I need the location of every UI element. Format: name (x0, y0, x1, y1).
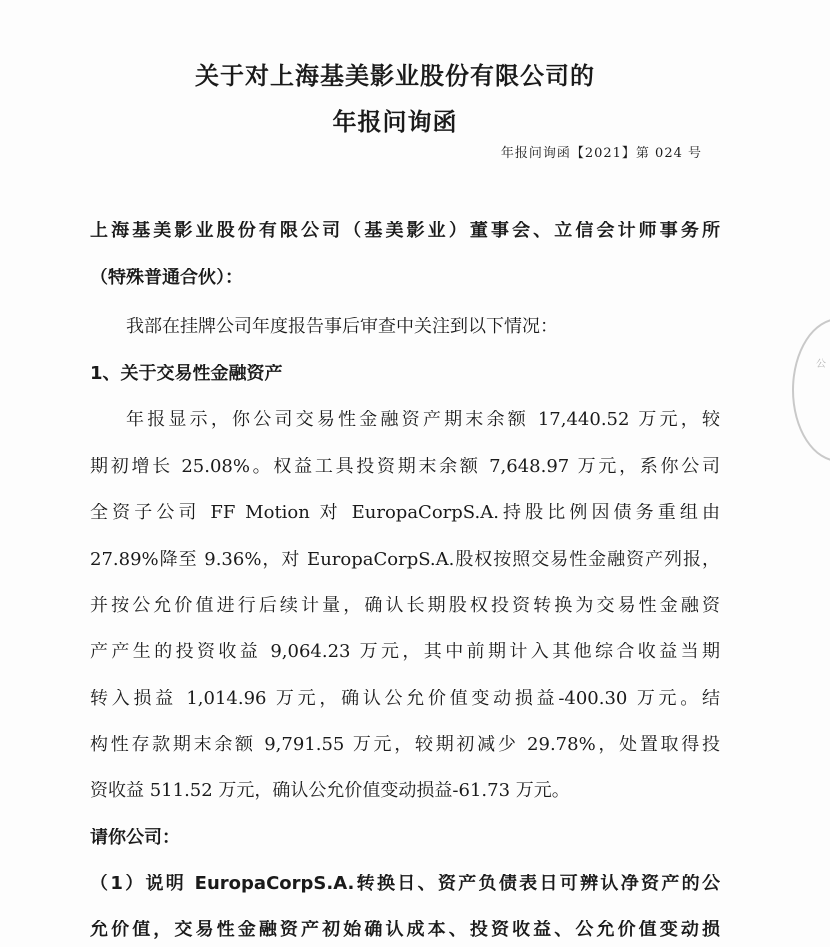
body-line: 资收益 511.52 万元，确认公允价值变动损益-61.73 万元。 (90, 781, 570, 801)
request-line: （1）说明 EuropaCorpS.A.转换日、资产负债表日可辨认净资产的公 (90, 874, 720, 894)
addressee-line2: （特殊普通合伙）： (90, 268, 243, 288)
document-number: 年报问询函【2021】第 024 号 (500, 146, 702, 161)
body-line: 期初增长 25.08%。权益工具投资期末余额 7,648.97 万元，系你公司 (90, 457, 720, 477)
request-heading: 请你公司： (90, 828, 180, 848)
official-seal (792, 318, 830, 462)
body-line: 并按公允价值进行后续计量，确认长期股权投资转换为交易性金融资 (90, 596, 720, 616)
body-line: 产产生的投资收益 9,064.23 万元，其中前期计入其他综合收益当期 (90, 642, 720, 662)
body-line: 年报显示，你公司交易性金融资产期末余额 17,440.52 万元，较 (126, 410, 720, 430)
official-seal-text: 公 (816, 359, 826, 370)
section-heading: 1、关于交易性金融资产 (90, 364, 283, 384)
body-line: 转入损益 1,014.96 万元，确认公允价值变动损益-400.30 万元。结 (90, 689, 720, 709)
body-line: 构性存款期末余额 9,791.55 万元，较期初减少 29.78%，处置取得投 (90, 735, 720, 755)
document-title-line2: 年报问询函 (332, 108, 458, 136)
body-line: 全资子公司 FF Motion 对 EuropaCorpS.A.持股比例因债务重组由 (90, 503, 720, 523)
intro-paragraph: 我部在挂牌公司年度报告事后审查中关注到以下情况： (126, 317, 558, 337)
body-line: 27.89%降至 9.36%，对 EuropaCorpS.A.股权按照交易性金融资产列报， (90, 550, 720, 570)
addressee-line1: 上海基美影业股份有限公司（基美影业）董事会、立信会计师事务所 (90, 221, 720, 241)
request-line: 允价值，交易性金融资产初始确认成本、投资收益、公允价值变动损 (90, 920, 720, 940)
document-title-line1: 关于对上海基美影业股份有限公司的 (195, 62, 595, 90)
